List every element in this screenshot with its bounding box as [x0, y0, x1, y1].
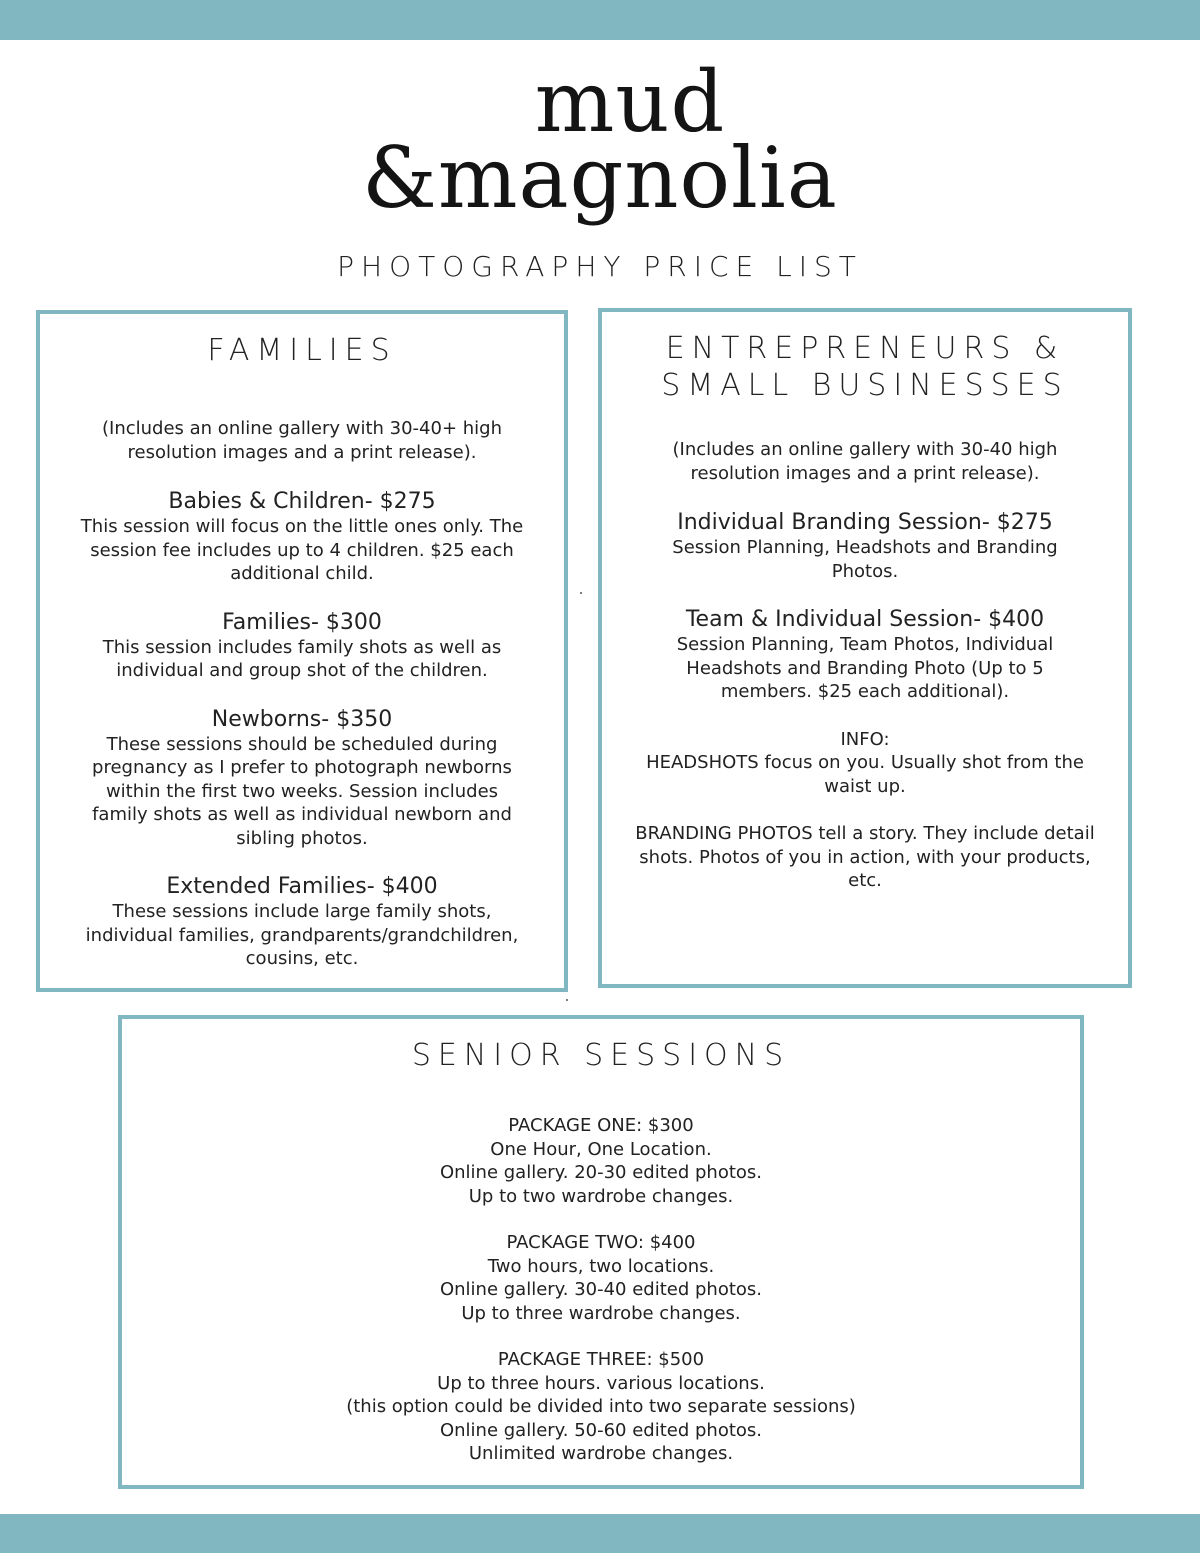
item-description: This session will focus on the little ones only. The session fee includes up to 4 children. $25 each additional child. — [80, 516, 524, 584]
package-line: Up to two wardrobe changes. — [468, 1185, 734, 1207]
senior-title: SENIOR SESSIONS — [411, 1038, 791, 1073]
info-section — [602, 728, 1128, 893]
package — [122, 1231, 1080, 1325]
item-description: Session Planning, Headshots and Branding Photos. — [672, 537, 1058, 582]
brand-logo — [0, 53, 1200, 227]
bottom-accent-bar — [0, 1514, 1200, 1553]
package-heading: PACKAGE TWO: $400 — [506, 1232, 696, 1253]
package-line: Online gallery. 20-30 edited photos. — [439, 1162, 763, 1183]
package-line: Up to three wardrobe changes. — [461, 1302, 741, 1324]
package-line: Online gallery. 50-60 edited photos. — [439, 1419, 763, 1441]
families-title: FAMILIES — [207, 333, 397, 368]
senior-packages — [122, 1114, 1080, 1466]
entrepreneurs-item — [602, 510, 1128, 583]
entrepreneurs-title-line-2: SMALL BUSINESSES — [661, 368, 1069, 403]
item-title: Extended Families- $400 — [166, 874, 438, 899]
package-heading: PACKAGE ONE: $300 — [508, 1115, 694, 1136]
families-panel — [36, 310, 568, 992]
entrepreneurs-title — [602, 330, 1128, 404]
info-branding: BRANDING PHOTOS tell a story. They include detail shots. Photos of you in action, with your products, etc. — [635, 823, 1095, 891]
entrepreneurs-title-line-1: ENTREPRENEURS & — [665, 331, 1065, 366]
package-line: Up to three hours. various locations. — [437, 1372, 765, 1394]
item-title: Babies & Children- $275 — [168, 489, 436, 514]
package-heading: PACKAGE THREE: $500 — [497, 1349, 705, 1370]
package-line: (this option could be divided into two separate sessions) — [346, 1396, 856, 1417]
package-line: One Hour, One Location. — [490, 1138, 712, 1160]
item-title: Families- $300 — [222, 609, 382, 635]
info-label: INFO: — [840, 728, 890, 750]
stray-dot — [580, 592, 582, 594]
page-title: PHOTOGRAPHY PRICE LIST — [337, 250, 863, 283]
families-item — [40, 874, 564, 971]
families-item — [40, 610, 564, 683]
senior-panel — [118, 1015, 1084, 1489]
families-intro: (Includes an online gallery with 30-40+ high resolution images and a print release). — [102, 418, 502, 463]
entrepreneurs-intro: (Includes an online gallery with 30-40 high resolution images and a print release). — [672, 439, 1058, 484]
item-description: This session includes family shots as well as individual and group shot of the children. — [102, 636, 502, 681]
stray-dot — [566, 999, 568, 1001]
info-headshots: HEADSHOTS focus on you. Usually shot from the waist up. — [646, 752, 1084, 797]
brand-line-2: &magnolia — [362, 129, 838, 227]
families-item — [40, 489, 564, 586]
item-title: Newborns- $350 — [211, 706, 393, 732]
item-title: Team & Individual Session- $400 — [685, 607, 1045, 632]
package-line: Unlimited wardrobe changes. — [468, 1443, 734, 1464]
item-description: Session Planning, Team Photos, Individual Headshots and Branding Photo (Up to 5 members. $25 each additional). — [676, 634, 1054, 702]
package — [122, 1348, 1080, 1466]
families-item — [40, 707, 564, 851]
item-title: Individual Branding Session- $275 — [677, 510, 1053, 535]
top-accent-bar — [0, 0, 1200, 40]
brand-line-1: mud — [534, 53, 726, 151]
package-line: Online gallery. 30-40 edited photos. — [439, 1279, 763, 1300]
package-line: Two hours, two locations. — [487, 1255, 715, 1277]
item-description: These sessions include large family shots, individual families, grandparents/grandchildren, cousins, etc. — [85, 901, 519, 969]
package — [122, 1114, 1080, 1208]
entrepreneurs-panel — [598, 308, 1132, 988]
item-description: These sessions should be scheduled during pregnancy as I prefer to photograph newborns within the first two weeks. Session includes family shots as well as individual newborn and sibling photos. — [92, 733, 512, 849]
entrepreneurs-item — [602, 607, 1128, 704]
